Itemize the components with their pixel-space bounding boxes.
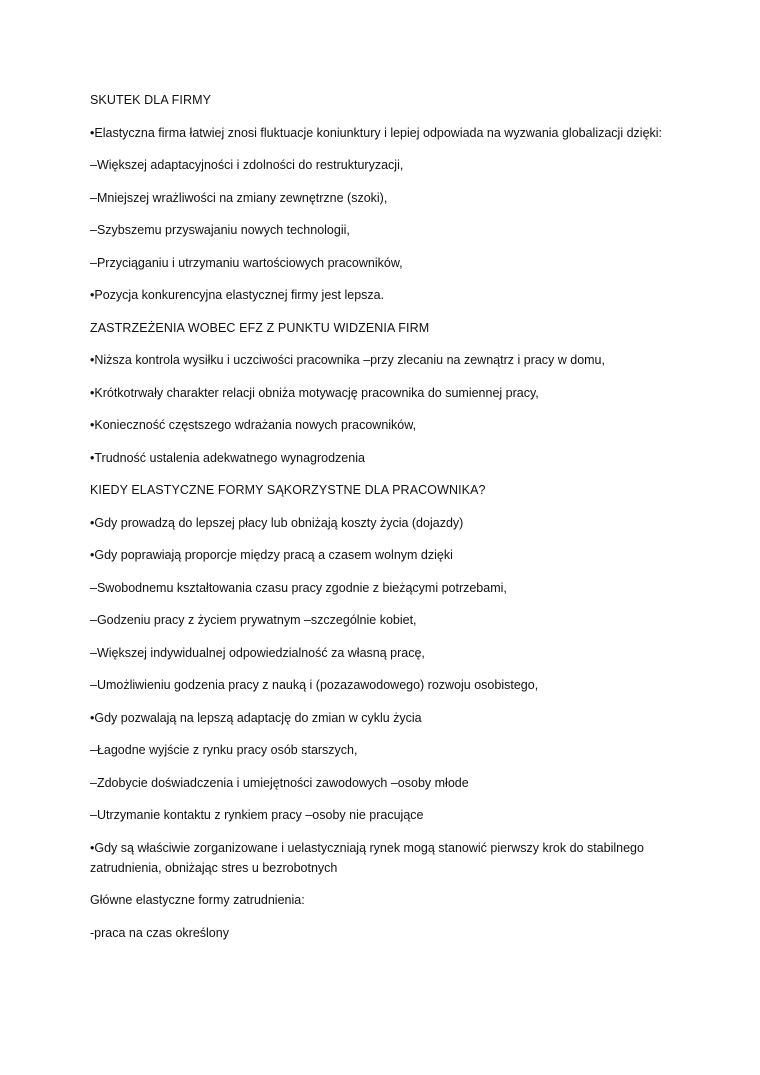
dash-item-osoby-mlode: –Zdobycie doświadczenia i umiejętności zawodowych –osoby młode [90, 775, 469, 790]
dash-item-nauka: –Umożliwieniu godzenia pracy z nauką i (pozazawodowego) rozwoju osobistego, [90, 678, 539, 692]
dash-item-technologie: –Szybszemu przyswajaniu nowych technologii, [90, 223, 350, 237]
bullet-adaptacja-cykl-zycia: •Gdy pozwalają na lepszą adaptację do zmian w cyklu życia [90, 710, 422, 725]
dash-item-odpowiedzialnosc: –Większej indywidualnej odpowiedzialność za własną pracę, [90, 645, 425, 660]
bullet-proporcje-praca-czas: •Gdy poprawiają proporcje między pracą a czasem wolnym dzięki [90, 548, 453, 562]
bullet-pozycja-konkurencyjna: •Pozycja konkurencyjna elastycznej firmy jest lepsza. [90, 288, 385, 302]
dash-item-adaptacyjnosc: –Większej adaptacyjności i zdolności do restrukturyzacji, [90, 158, 404, 172]
dash-item-zycie-prywatne: –Godzeniu pracy z życiem prywatnym –szczególnie kobiet, [90, 613, 417, 627]
bullet-trudnosc-wynagrodzenia: •Trudność ustalenia adekwatnego wynagrodzenia [90, 450, 365, 465]
section-heading-kiedy-korzystne: KIEDY ELASTYCZNE FORMY SĄKORZYSTNE DLA PRACOWNIKA? [90, 483, 486, 497]
bullet-koniecznosc-wdrazania: •Konieczność częstszego wdrażania nowych pracowników, [90, 418, 417, 432]
dash-item-czas-pracy: –Swobodnemu kształtowania czasu pracy zgodnie z bieżącymi potrzebami, [90, 580, 507, 595]
document-page [90, 90, 680, 955]
bullet-krotkotrwaly-charakter: •Krótkotrwały charakter relacji obniża motywację pracownika do sumiennej pracy, [90, 385, 539, 400]
dash-item-pracownicy: –Przyciąganiu i utrzymaniu wartościowych pracowników, [90, 255, 403, 270]
section-heading-skutek-dla-firmy: SKUTEK DLA FIRMY [90, 93, 212, 107]
dash-item-praca-na-czas: -praca na czas określony [90, 925, 229, 940]
bullet-elastyczna-firma: •Elastyczna firma łatwiej znosi fluktuacje koniunktury i lepiej odpowiada na wyzwania globalizacji dzięki: [90, 125, 663, 140]
dash-item-osoby-starsze: –Łagodne wyjście z rynku pracy osób starszych, [90, 743, 358, 757]
paragraph-glowne-formy: Główne elastyczne formy zatrudnienia: [90, 893, 305, 907]
bullet-stabilne-zatrudnienie: •Gdy są właściwie zorganizowane i uelastyczniają rynek mogą stanowić pierwszy krok do stabilnego zatrudnienia, obniżając stres u bezrobotnych [90, 840, 644, 875]
dash-item-wrazliwosc: –Mniejszej wrażliwości na zmiany zewnętrzne (szoki), [90, 190, 388, 205]
dash-item-osoby-nie-pracujace: –Utrzymanie kontaktu z rynkiem pracy –osoby nie pracujące [90, 808, 424, 822]
bullet-lepsza-placa: •Gdy prowadzą do lepszej płacy lub obniżają koszty życia (dojazdy) [90, 515, 464, 530]
section-heading-zastrzezenia: ZASTRZEŻENIA WOBEC EFZ Z PUNKTU WIDZENIA FIRM [90, 320, 430, 335]
bullet-nizsza-kontrola: •Niższa kontrola wysiłku i uczciwości pracownika –przy zlecaniu na zewnątrz i pracy w domu, [90, 353, 605, 367]
